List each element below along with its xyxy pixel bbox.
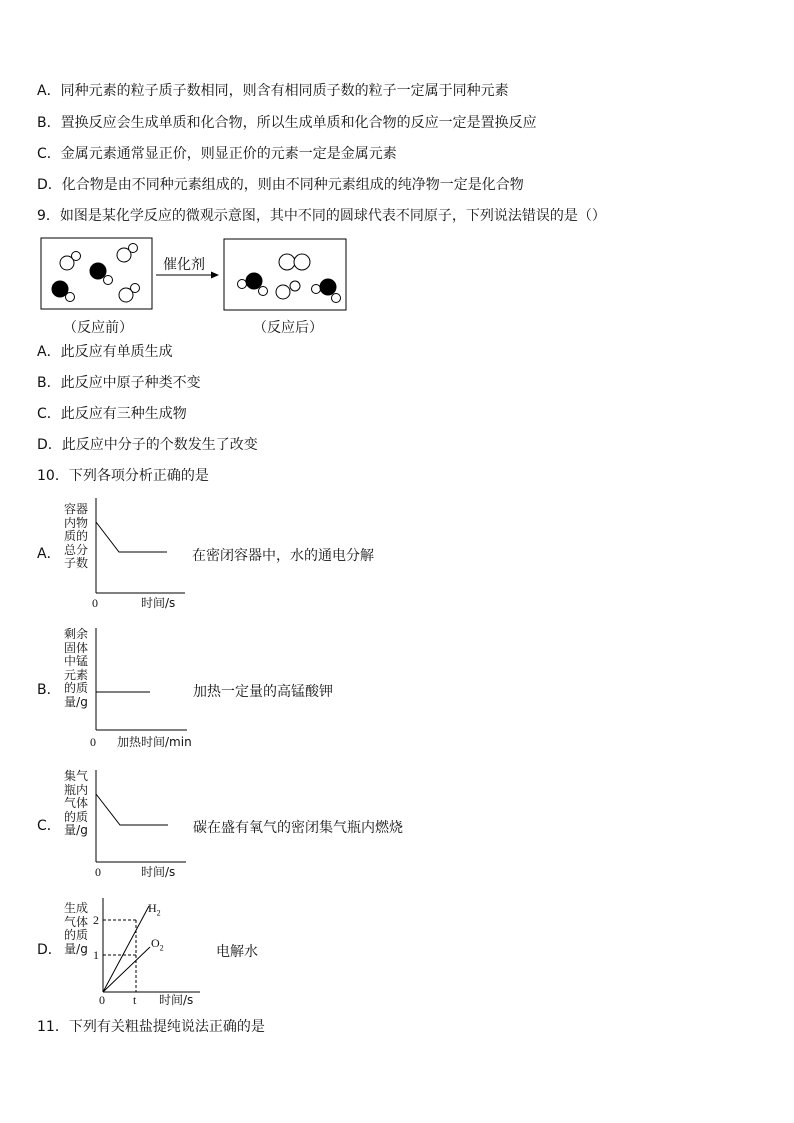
- q8-option-a: A．同种元素的粒子质子数相同，则含有相同质子数的粒子一定属于同种元素: [37, 83, 509, 99]
- graph-d-tick-t: t: [133, 993, 137, 1007]
- q10-stem: 10．下列各项分析正确的是: [37, 468, 209, 484]
- q10-b-letter: B．: [37, 682, 61, 698]
- graph-c-ylabel: 集气瓶内气体的质量/g: [63, 769, 88, 837]
- h2-line: [103, 906, 149, 992]
- graph-d-tick-1: 1: [93, 948, 99, 962]
- catalyst-label: 催化剂: [163, 257, 205, 273]
- graph-b-xlabel: 加热时间/min: [117, 735, 192, 749]
- q9-option-c: C．此反应有三种生成物: [37, 406, 187, 422]
- graph-d-desc: 电解水: [216, 944, 258, 960]
- q8-option-d: D．化合物是由不同种元素组成的，则由不同种元素组成的纯净物一定是化合物: [37, 177, 524, 193]
- graph-d-xlabel: 时间/s: [159, 993, 194, 1007]
- graph-a-xlabel: 时间/s: [141, 596, 176, 610]
- q10-c-letter: C．: [37, 818, 61, 834]
- after-label: （反应后）: [253, 320, 323, 336]
- graph-c-desc: 碳在盛有氧气的密闭集气瓶内燃烧: [193, 820, 403, 836]
- graph-d-o2-label: $O_2$: [151, 936, 164, 953]
- graph-d-tick-2: 2: [93, 913, 99, 927]
- q9-option-d: D．此反应中分子的个数发生了改变: [37, 437, 258, 453]
- graph-a-origin: 0: [92, 596, 98, 610]
- q8-option-b: B．置换反应会生成单质和化合物，所以生成单质和化合物的反应一定是置换反应: [37, 115, 537, 131]
- graph-d-h2-label: $H_2$: [148, 901, 161, 918]
- q9-option-b: B．此反应中原子种类不变: [37, 375, 201, 391]
- graph-b-desc: 加热一定量的高锰酸钾: [193, 684, 333, 700]
- before-label: （反应前）: [63, 320, 133, 336]
- q10-a-letter: A．: [37, 546, 61, 562]
- o2-line: [103, 947, 150, 992]
- graph-d-ylabel: 生成气体的质量/g: [63, 901, 88, 956]
- graph-c-origin: 0: [95, 865, 101, 879]
- graph-a-ylabel: 容器内物质的总分子数: [63, 502, 88, 570]
- graph-c-xlabel: 时间/s: [141, 865, 176, 879]
- q8-option-c: C．金属元素通常显正价，则显正价的元素一定是金属元素: [37, 146, 397, 162]
- q9-option-a: A．此反应有单质生成: [37, 344, 173, 360]
- q9-stem: 9．如图是某化学反应的微观示意图，其中不同的圆球代表不同原子，下列说法错误的是（）: [37, 208, 606, 224]
- graph-a-desc: 在密闭容器中，水的通电分解: [192, 548, 374, 564]
- q10-d-letter: D．: [37, 942, 62, 958]
- graph-b-ylabel: 剩余固体中锰元素的质量/g: [63, 627, 88, 709]
- graph-d-origin: 0: [99, 993, 105, 1007]
- graph-b-origin: 0: [90, 735, 96, 749]
- q11-stem: 11．下列有关粗盐提纯说法正确的是: [37, 1019, 265, 1035]
